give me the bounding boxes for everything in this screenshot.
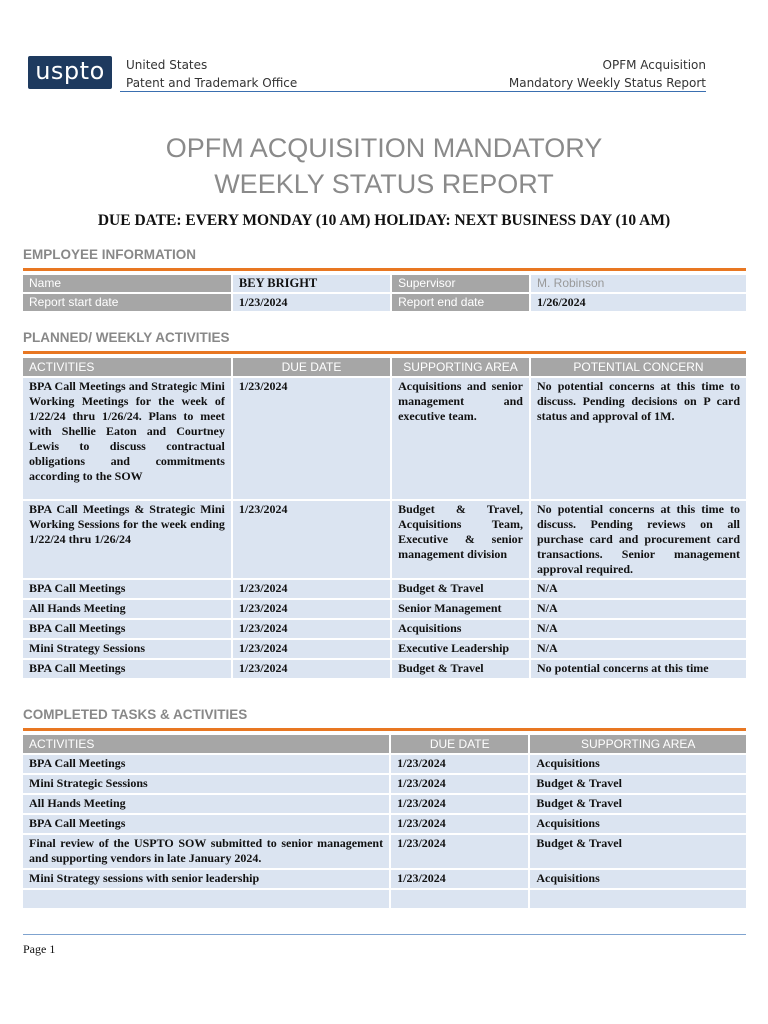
table-row (23, 755, 746, 773)
due-date-cell: 1/23/2024 (391, 870, 528, 888)
table-row (23, 275, 746, 292)
activity-cell: BPA Call Meetings & Strategic Mini Working Sessions for the week ending 1/22/24 thru 1/26/24 (23, 501, 231, 578)
potential-concern-cell: No potential concerns at this time to discuss. Pending reviews on all purchase card and procurement card transactions. Senior management approval required. (531, 501, 746, 578)
section-divider (23, 728, 746, 731)
completed-section-title: COMPLETED TASKS & ACTIVITIES (23, 707, 248, 722)
supporting-area-cell: Budget & Travel, Acquisitions Team, Executive & senior management division (392, 501, 529, 578)
col-header-supporting-area: SUPPORTING AREA (392, 358, 529, 376)
activity-cell (23, 890, 389, 908)
potential-concern-cell: N/A (531, 580, 746, 598)
due-date-cell: 1/23/2024 (233, 660, 390, 678)
title-line-1: OPFM ACQUISITION MANDATORY (165, 133, 603, 163)
supporting-area-cell: Budget & Travel (392, 580, 529, 598)
activity-cell: Mini Strategic Sessions (23, 775, 389, 793)
title-line-2: WEEKLY STATUS REPORT (214, 169, 554, 199)
end-date: 1/26/2024 (531, 294, 746, 311)
due-date-cell (391, 890, 528, 908)
agency-line-1: United States (126, 58, 208, 72)
planned-section-title: PLANNED/ WEEKLY ACTIVITIES (23, 330, 230, 345)
table-row (23, 870, 746, 888)
due-date-cell: 1/23/2024 (233, 580, 390, 598)
supporting-area-cell: Budget & Travel (530, 775, 746, 793)
col-header-due-date: DUE DATE (391, 735, 528, 753)
activity-cell: All Hands Meeting (23, 600, 231, 618)
supporting-area-cell: Acquisitions and senior management and executive team. (392, 378, 529, 499)
due-date-cell: 1/23/2024 (233, 501, 390, 578)
planned-table (21, 356, 748, 680)
employee-name: BEY BRIGHT (233, 275, 390, 292)
table-header-row (23, 735, 746, 753)
start-date-label: Report start date (23, 294, 231, 311)
table-row (23, 815, 746, 833)
col-header-activities: ACTIVITIES (23, 735, 389, 753)
due-date-cell: 1/23/2024 (233, 620, 390, 638)
potential-concern-cell: N/A (531, 640, 746, 658)
potential-concern-cell: No potential concerns at this time (531, 660, 746, 678)
report-line-2: Mandatory Weekly Status Report (508, 76, 706, 90)
activity-cell: Mini Strategy sessions with senior leadership (23, 870, 389, 888)
table-row (23, 835, 746, 868)
activity-cell: All Hands Meeting (23, 795, 389, 813)
supporting-area-cell: Budget & Travel (530, 835, 746, 868)
start-date: 1/23/2024 (233, 294, 390, 311)
activity-cell: BPA Call Meetings (23, 620, 231, 638)
table-row (23, 775, 746, 793)
completed-section (23, 706, 746, 910)
activity-cell: BPA Call Meetings (23, 815, 389, 833)
due-date-cell: 1/23/2024 (391, 755, 528, 773)
potential-concern-cell: N/A (531, 600, 746, 618)
end-date-label: Report end date (392, 294, 529, 311)
page-header (28, 56, 706, 92)
activity-cell: BPA Call Meetings (23, 755, 389, 773)
table-row (23, 600, 746, 618)
table-row (23, 890, 746, 908)
table-row (23, 660, 746, 678)
supporting-area-cell: Acquisitions (530, 755, 746, 773)
activity-cell: BPA Call Meetings (23, 660, 231, 678)
employee-section (23, 246, 746, 313)
activity-cell: Mini Strategy Sessions (23, 640, 231, 658)
table-row (23, 378, 746, 499)
due-date-cell: 1/23/2024 (233, 600, 390, 618)
supporting-area-cell (530, 890, 746, 908)
header-divider (120, 91, 706, 92)
potential-concern-cell: No potential concerns at this time to discuss. Pending decisions on P card status and approval of 1M. (531, 378, 746, 499)
uspto-logo: uspto (28, 56, 112, 89)
section-divider (23, 351, 746, 354)
table-header-row (23, 358, 746, 376)
supporting-area-cell: Budget & Travel (392, 660, 529, 678)
due-date-cell: 1/23/2024 (391, 795, 528, 813)
completed-table (21, 733, 748, 910)
due-date-cell: 1/23/2024 (391, 835, 528, 868)
table-row (23, 795, 746, 813)
footer-divider (23, 934, 746, 935)
agency-line-2: Patent and Trademark Office (126, 76, 298, 90)
due-date-cell: 1/23/2024 (233, 378, 390, 499)
supporting-area-cell: Executive Leadership (392, 640, 529, 658)
section-divider (23, 268, 746, 271)
report-name (509, 56, 706, 92)
due-date-line: DUE DATE: EVERY MONDAY (10 AM) HOLIDAY: NEXT BUSINESS DAY (10 AM) (97, 212, 671, 229)
table-row (23, 580, 746, 598)
table-row (23, 640, 746, 658)
supporting-area-cell: Acquisitions (392, 620, 529, 638)
due-date-cell: 1/23/2024 (391, 775, 528, 793)
planned-section (23, 329, 746, 680)
due-date-cell: 1/23/2024 (233, 640, 390, 658)
col-header-potential-concern: POTENTIAL CONCERN (531, 358, 746, 376)
potential-concern-cell: N/A (531, 620, 746, 638)
due-date-cell: 1/23/2024 (391, 815, 528, 833)
supervisor-label: Supervisor (392, 275, 529, 292)
supporting-area-cell: Senior Management (392, 600, 529, 618)
supporting-area-cell: Acquisitions (530, 870, 746, 888)
table-row (23, 501, 746, 578)
activity-cell: BPA Call Meetings and Strategic Mini Working Meetings for the week of 1/22/24 thru 1/26/24. Plans to meet with Shellie Eaton and Courtney Lewis to discuss contractual obligations and commitments according to the SOW (23, 378, 231, 499)
table-row (23, 620, 746, 638)
activity-cell: BPA Call Meetings (23, 580, 231, 598)
page-number: Page 1 (23, 942, 56, 956)
activity-cell: Final review of the USPTO SOW submitted to senior management and supporting vendors in late January 2024. (23, 835, 389, 868)
table-row (23, 294, 746, 311)
employee-table (21, 273, 748, 313)
col-header-due-date: DUE DATE (233, 358, 390, 376)
col-header-supporting-area: SUPPORTING AREA (530, 735, 746, 753)
report-line-1: OPFM Acquisition (602, 58, 706, 72)
supporting-area-cell: Acquisitions (530, 815, 746, 833)
name-label: Name (23, 275, 231, 292)
supervisor-name: M. Robinson (531, 275, 746, 292)
employee-section-title: EMPLOYEE INFORMATION (23, 247, 197, 262)
page-title (0, 130, 768, 202)
col-header-activities: ACTIVITIES (23, 358, 231, 376)
supporting-area-cell: Budget & Travel (530, 795, 746, 813)
agency-name (126, 56, 297, 92)
